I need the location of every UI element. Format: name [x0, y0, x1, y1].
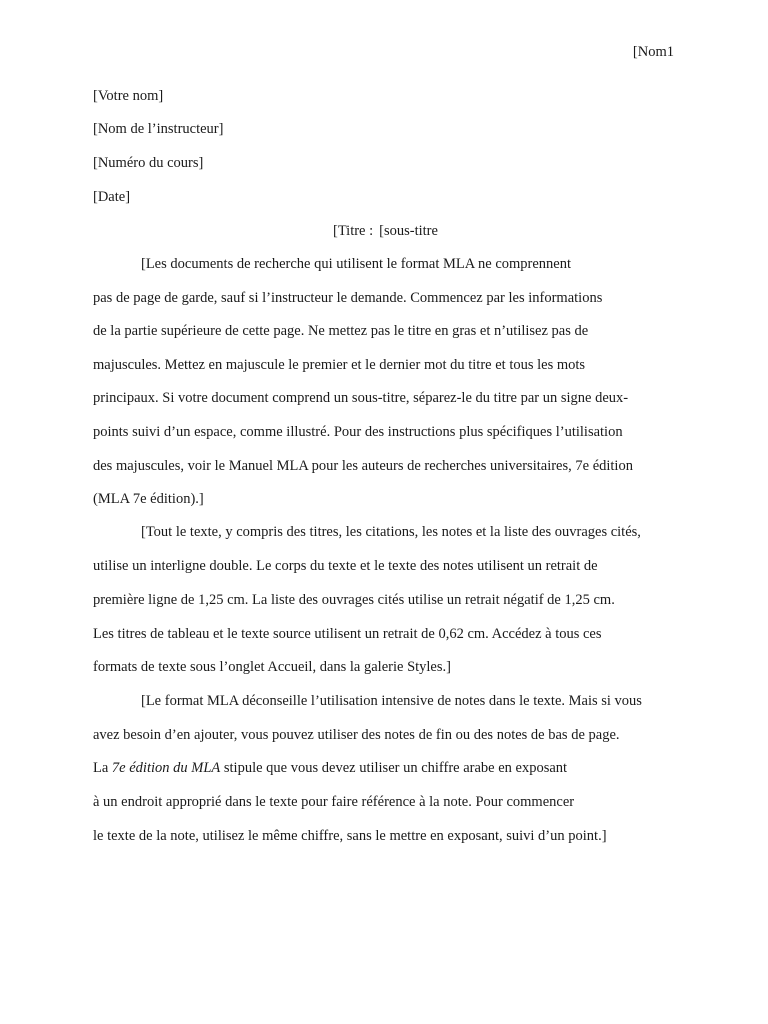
- paragraph2-line: première ligne de 1,25 cm. La liste des ouvrages cités utilise un retrait négatif de 1,25 cm.: [93, 592, 615, 608]
- paragraph2-line: Les titres de tableau et le texte source utilisent un retrait de 0,62 cm. Accédez à tous ces: [93, 626, 602, 642]
- paragraph3-line: à un endroit approprié dans le texte pour faire référence à la note. Pour commencer: [93, 794, 575, 810]
- paragraph1-line: pas de page de garde, sauf si l’instructeur le demande. Commencez par les informations: [93, 290, 603, 306]
- paragraph2-line: formats de texte sous l’onglet Accueil, dans la galerie Styles.]: [93, 659, 451, 675]
- paragraph1-line: [Les documents de recherche qui utilisent le format MLA ne comprennent: [141, 256, 572, 272]
- paragraph1-line: des majuscules, voir le Manuel MLA pour les auteurs de recherches universitaires, 7e édition: [93, 458, 633, 474]
- paragraph2-line: utilise un interligne double. Le corps du texte et le texte des notes utilisent un retrait de: [93, 558, 598, 574]
- paragraph3-line3-prefix: La: [93, 760, 112, 776]
- date: [Date]: [93, 189, 131, 205]
- instructor-name: [Nom de l’instructeur]: [93, 121, 224, 137]
- paragraph1-line: points suivi d’un espace, comme illustré. Pour des instructions plus spécifiques l’utilisation: [93, 424, 623, 440]
- title-main: [Titre :: [333, 223, 374, 239]
- running-head: [Nom1: [632, 44, 674, 60]
- paragraph3-line: avez besoin d’en ajouter, vous pouvez utiliser des notes de fin ou des notes de bas de page.: [93, 727, 620, 743]
- paper-title: [333, 223, 441, 240]
- paragraph1-line: majuscules. Mettez en majuscule le premier et le dernier mot du titre et tous les mots: [93, 357, 586, 373]
- paragraph3-line3-italic: 7e édition du MLA: [111, 760, 221, 776]
- paragraph3-line-with-italic: [93, 760, 567, 777]
- paragraph1-line: (MLA 7e édition).]: [93, 491, 204, 507]
- paragraph2-line: [Tout le texte, y compris des titres, les citations, les notes et la liste des ouvrages cités,: [141, 524, 641, 540]
- author-name: [Votre nom]: [93, 88, 164, 104]
- title-subtitle: [sous-titre: [379, 223, 438, 239]
- paragraph3-line3-suffix: stipule que vous devez utiliser un chiffre arabe en exposant: [220, 760, 568, 776]
- paragraph1-line: de la partie supérieure de cette page. Ne mettez pas le titre en gras et n’utilisez pas de: [93, 323, 589, 339]
- course-number: [Numéro du cours]: [93, 155, 204, 171]
- paragraph3-line: le texte de la note, utilisez le même chiffre, sans le mettre en exposant, suivi d’un point.]: [93, 828, 607, 844]
- paragraph1-line: principaux. Si votre document comprend un sous-titre, séparez-le du titre par un signe deux-: [93, 390, 629, 406]
- paragraph3-line: [Le format MLA déconseille l’utilisation intensive de notes dans le texte. Mais si vous: [141, 693, 642, 709]
